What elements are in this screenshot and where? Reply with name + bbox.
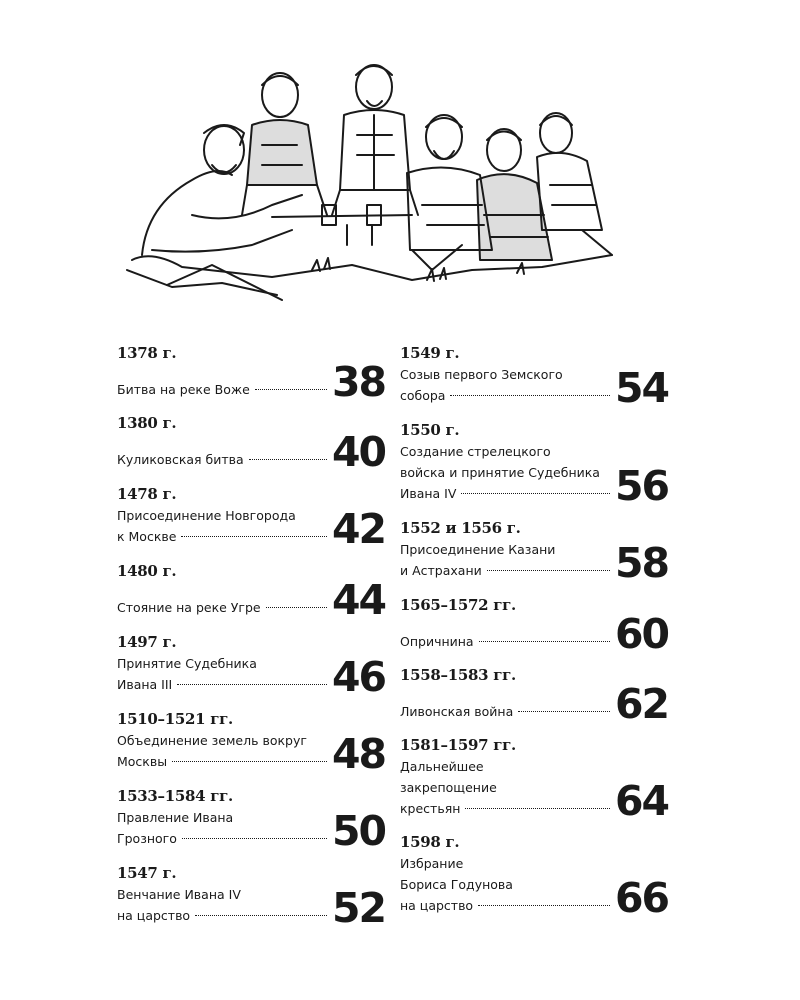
toc-title-line: Создание стрелецкого: [400, 444, 551, 459]
toc-year: 1581–1597 гг.: [400, 736, 516, 754]
toc-title-text: собора: [400, 388, 446, 403]
toc-title-line: Дальнейшее: [400, 759, 484, 774]
toc-page-number: 54: [615, 364, 669, 412]
toc-title: [117, 653, 330, 695]
toc-entry[interactable]: [400, 833, 669, 922]
dot-leader: [181, 536, 327, 537]
toc-title-line: [400, 798, 613, 819]
toc-title-line: [117, 751, 330, 772]
toc-title-line: [400, 701, 613, 722]
toc-entry[interactable]: [117, 710, 386, 778]
toc-title-text: на царство: [117, 908, 191, 923]
toc-title-line: [400, 560, 613, 581]
toc-title-line: Бориса Годунова: [400, 877, 513, 892]
toc-title-line: Присоединение Казани: [400, 542, 556, 557]
dot-leader: [461, 493, 610, 494]
toc-title-line: Присоединение Новгорода: [117, 508, 296, 523]
toc-entry[interactable]: [400, 666, 669, 728]
toc-title: [117, 730, 330, 772]
toc-page-number: 62: [615, 680, 669, 728]
dot-leader: [182, 838, 327, 839]
toc-year: 1547 г.: [117, 864, 177, 882]
toc-page-number: 48: [332, 730, 386, 778]
toc-page-number: 40: [332, 428, 386, 476]
toc-title: [400, 441, 613, 504]
toc-year: 1510–1521 гг.: [117, 710, 233, 728]
toc-entry[interactable]: [400, 421, 669, 510]
toc-title-line: закрепощение: [400, 780, 497, 795]
toc-entry[interactable]: [117, 787, 386, 855]
dot-leader: [465, 808, 610, 809]
toc-title-text: Куликовская битва: [117, 452, 244, 467]
toc-page-number: 44: [332, 576, 386, 624]
toc-page-number: 56: [615, 462, 669, 510]
toc-title-text: Ливонская война: [400, 704, 514, 719]
toc-year: 1565–1572 гг.: [400, 596, 516, 614]
toc-year: 1480 г.: [117, 562, 177, 580]
toc-entry[interactable]: [117, 485, 386, 553]
toc-title-line: [400, 895, 613, 916]
toc-title-line: [400, 483, 613, 504]
toc-right-column: [400, 344, 669, 922]
dot-leader: [478, 905, 610, 906]
toc-year: 1478 г.: [117, 485, 177, 503]
toc-title: [400, 853, 613, 916]
toc-page-number: 38: [332, 358, 386, 406]
toc-page-number: 42: [332, 505, 386, 553]
toc-title: [117, 597, 330, 618]
toc-title-line: [117, 526, 330, 547]
toc-year: 1378 г.: [117, 344, 177, 362]
toc-title-line: Правление Ивана: [117, 810, 234, 825]
dot-leader: [479, 641, 610, 642]
toc-title-line: [400, 385, 613, 406]
toc-year: 1497 г.: [117, 633, 177, 651]
toc-title-text: Битва на реке Воже: [117, 382, 250, 397]
dot-leader: [195, 915, 327, 916]
toc-title-line: Избрание: [400, 856, 464, 871]
toc-title: [400, 756, 613, 819]
toc-entry[interactable]: [400, 596, 669, 658]
toc-title: [117, 379, 330, 400]
dot-leader: [177, 684, 327, 685]
toc-entry[interactable]: [400, 519, 669, 587]
toc-year: 1380 г.: [117, 414, 177, 432]
toc-entry[interactable]: [117, 344, 386, 406]
toc-title-line: [117, 905, 330, 926]
toc-page-number: 50: [332, 807, 386, 855]
toc-year: 1552 и 1556 г.: [400, 519, 521, 537]
toc-entry[interactable]: [117, 562, 386, 624]
toc-page-number: 58: [615, 539, 669, 587]
toc-title-text: Ивана IV: [400, 486, 457, 501]
toc-entry[interactable]: [400, 736, 669, 825]
toc-title-line: [117, 597, 330, 618]
toc-title-text: Грозного: [117, 831, 177, 846]
toc-title-line: [400, 631, 613, 652]
dot-leader: [450, 395, 610, 396]
toc-title-line: Принятие Судебника: [117, 656, 257, 671]
toc-page-number: 52: [332, 884, 386, 932]
toc-title-text: крестьян: [400, 801, 461, 816]
toc-title: [117, 449, 330, 470]
toc-title-line: войска и принятие Судебника: [400, 465, 600, 480]
toc-title-line: [117, 379, 330, 400]
toc-entry[interactable]: [400, 344, 669, 412]
dot-leader: [518, 711, 610, 712]
toc-entry[interactable]: [117, 864, 386, 932]
toc-page-number: 60: [615, 610, 669, 658]
toc-title-text: Опричнина: [400, 634, 474, 649]
toc-year: 1598 г.: [400, 833, 460, 851]
toc-title-text: на царство: [400, 898, 474, 913]
toc-title-line: Созыв первого Земского: [400, 367, 563, 382]
toc-year: 1533–1584 гг.: [117, 787, 233, 805]
toc-title-line: [117, 828, 330, 849]
dot-leader: [249, 459, 327, 460]
toc-year: 1549 г.: [400, 344, 460, 362]
toc-page-number: 66: [615, 874, 669, 922]
dot-leader: [487, 570, 610, 571]
toc-title: [400, 701, 613, 722]
toc-title-text: Стояние на реке Угре: [117, 600, 261, 615]
toc-title-text: Ивана III: [117, 677, 173, 692]
seated-men-illustration: [112, 55, 632, 315]
toc-entry[interactable]: [117, 414, 386, 476]
dot-leader: [266, 607, 327, 608]
toc-title-text: и Астрахани: [400, 563, 482, 578]
toc-left-column: [117, 344, 386, 932]
toc-title-line: [117, 449, 330, 470]
toc-page-number: 64: [615, 777, 669, 825]
toc-title: [117, 884, 330, 926]
toc-year: 1558–1583 гг.: [400, 666, 516, 684]
toc-entry[interactable]: [117, 633, 386, 701]
toc-title-text: Москвы: [117, 754, 168, 769]
toc-title-line: Объединение земель вокруг: [117, 733, 307, 748]
dot-leader: [255, 389, 327, 390]
toc-page-number: 46: [332, 653, 386, 701]
toc-title: [400, 539, 613, 581]
toc-title: [400, 364, 613, 406]
toc-title: [400, 631, 613, 652]
toc-title: [117, 505, 330, 547]
toc-year: 1550 г.: [400, 421, 460, 439]
toc-title-line: [117, 674, 330, 695]
toc-title-text: к Москве: [117, 529, 177, 544]
toc-title-line: Венчание Ивана IV: [117, 887, 241, 902]
dot-leader: [172, 761, 327, 762]
toc-title: [117, 807, 330, 849]
